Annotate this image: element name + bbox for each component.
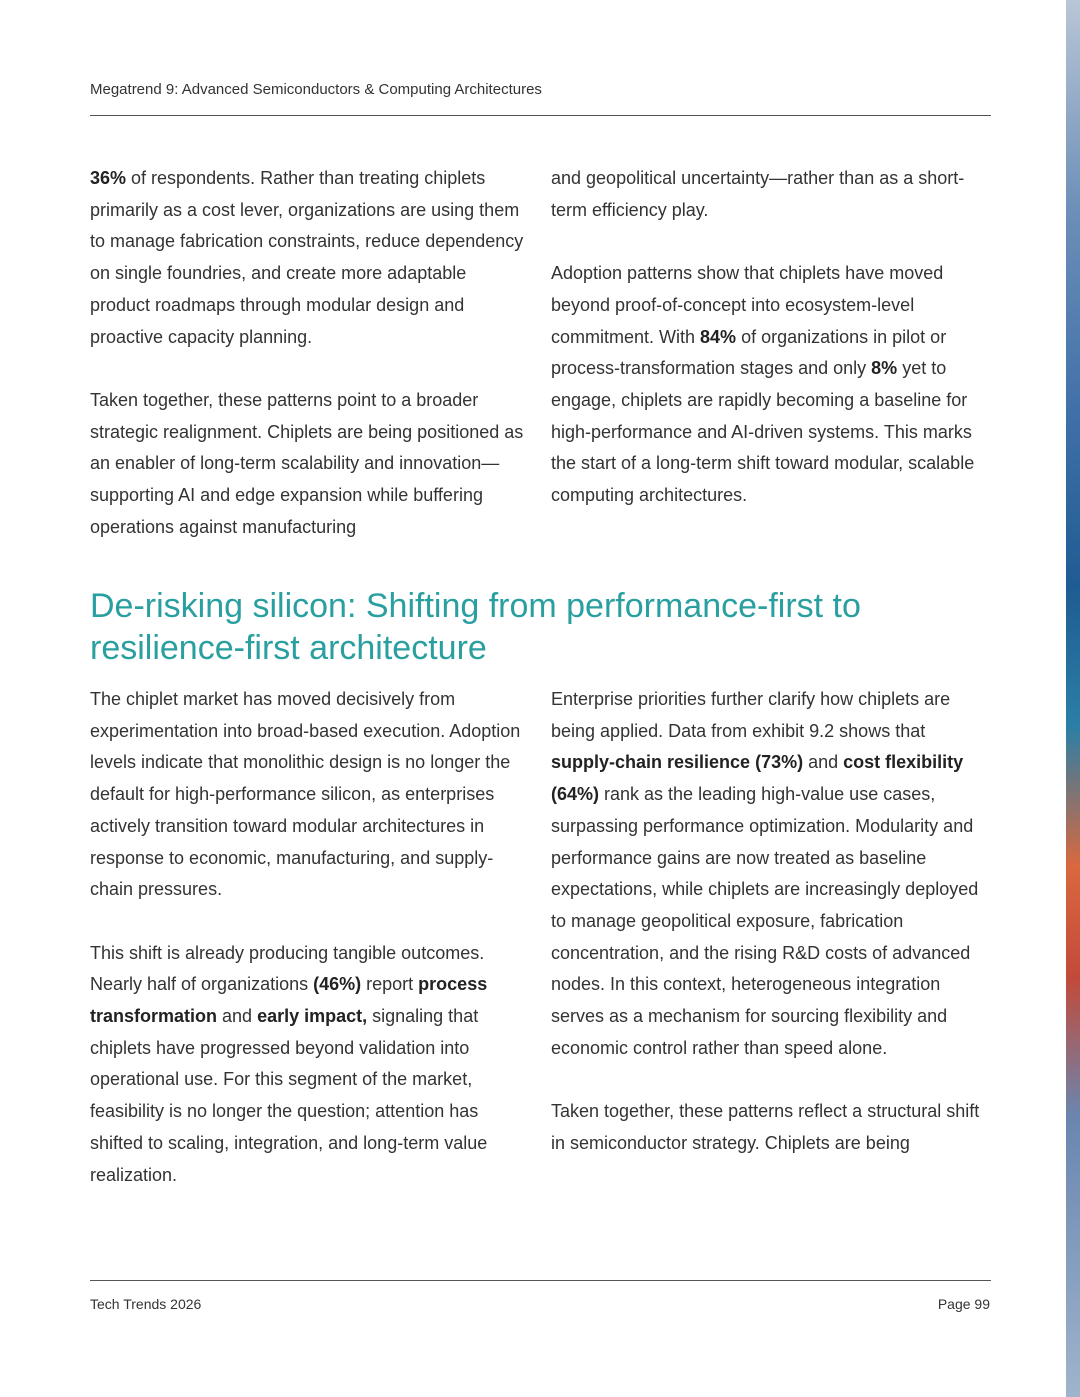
header-divider — [90, 115, 991, 116]
text-span: Adoption patterns show that chiplets have moved beyond proof-of-concept into ecosystem-level commitment. With — [551, 263, 944, 347]
bold-term: process transformation — [90, 974, 488, 1027]
paragraph: Taken together, these patterns reflect a structural shift in semiconductor strategy. Chiplets are being — [551, 1101, 980, 1153]
page-number: Page 99 — [937, 1296, 990, 1312]
text-span: This shift is already producing tangible outcomes. Nearly half of organizations — [90, 942, 485, 995]
text-span: of organizations in pilot or process-transformation stages and only — [551, 326, 947, 379]
bold-stat: 36% — [90, 168, 127, 188]
bottom-left-column — [90, 684, 525, 1223]
text-span: rank as the leading high-value use cases, surpassing performance optimization. Modularity and performance gains are now treated as baseline expectations, while chiplets are increasingly deployed to manage geopolitical exposure, fabrication concentration, and the rising R&D costs of advanced nodes. In this context, heterogeneous integration serves as a mechanism for sourcing flexibility and economic control rather than speed alone. — [551, 784, 979, 1058]
paragraph — [551, 684, 986, 1064]
section-heading: De-risking silicon: Shifting from performance-first to resilience-first architecture — [90, 587, 861, 667]
text-span: report — [361, 974, 419, 995]
paragraph: and geopolitical uncertainty—rather than as a short-term efficiency play. — [551, 168, 965, 220]
text-span: of respondents. Rather than treating chiplets primarily as a cost lever, organizations are using them to manage fabrication constraints, reduce dependency on single foundries, and create more adaptable product roadmaps through modular design and proactive capacity planning. — [90, 168, 524, 347]
bold-stat: (46%) — [313, 974, 362, 995]
footer-publication: Tech Trends 2026 — [90, 1296, 202, 1312]
text-span: and — [803, 752, 844, 773]
footer-divider — [90, 1280, 991, 1281]
paragraph: Taken together, these patterns point to a broader strategic realignment. Chiplets are being positioned as an enabler of long-term scalability and innovation—supporting AI and edge expansion while buffering operations against manufacturing — [90, 389, 524, 537]
paragraph — [551, 258, 986, 512]
bold-term: cost flexibility (64%) — [551, 752, 964, 805]
text-span: and — [217, 1006, 258, 1027]
top-left-column — [90, 163, 525, 575]
running-header: Megatrend 9: Advanced Semiconductors & Computing Architectures — [90, 81, 542, 98]
bold-stat: 84% — [700, 326, 737, 347]
bold-stat: 8% — [871, 358, 898, 379]
bottom-right-column — [551, 684, 986, 1191]
bold-term: supply-chain resilience (73%) — [551, 752, 804, 773]
text-span: Enterprise priorities further clarify how chiplets are being applied. Data from exhibit 9.2 shows that — [551, 689, 951, 741]
text-span: yet to engage, chiplets are rapidly becoming a baseline for high-performance and AI-driven systems. This marks the start of a long-term shift toward modular, scalable computing architectures. — [551, 358, 975, 506]
paragraph — [90, 163, 525, 353]
bold-term: early impact, — [257, 1006, 368, 1027]
paragraph: The chiplet market has moved decisively from experimentation into broad-based execution. Adoption levels indicate that monolithic design is no longer the default for high-performance silicon, as enterprises actively transition toward modular architectures in response to economic, manufacturing, and supply-chain pressures. — [90, 689, 521, 900]
decorative-edge-strip — [1066, 0, 1080, 1397]
text-span: signaling that chiplets have progressed beyond validation into operational use. For this segment of the market, feasibility is no longer the question; attention has shifted to scaling, integration, and long-term value realization. — [90, 1006, 488, 1185]
top-right-column — [551, 163, 986, 543]
paragraph — [90, 938, 525, 1192]
